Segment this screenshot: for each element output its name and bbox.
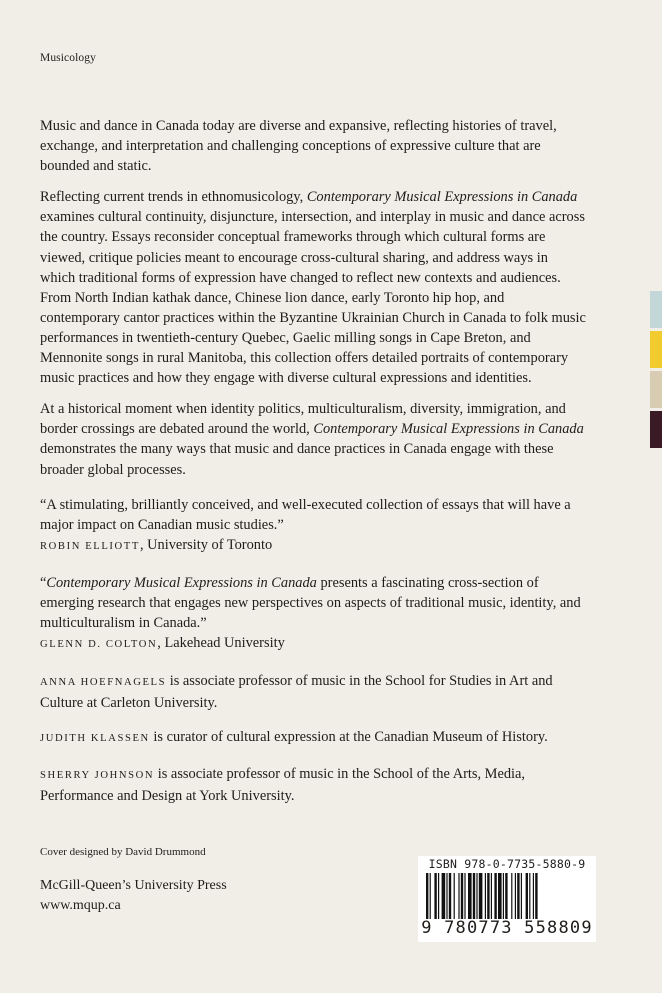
barcode-bar bbox=[494, 873, 496, 919]
barcode-bar bbox=[533, 873, 534, 919]
barcode-bar bbox=[503, 873, 504, 919]
barcode-bar bbox=[464, 873, 465, 919]
reviewer-affiliation: , Lakehead University bbox=[157, 635, 285, 652]
barcode-bar bbox=[521, 873, 522, 919]
barcode-bar bbox=[442, 873, 446, 919]
barcode-bar bbox=[491, 873, 492, 919]
blurb-quote: “A stimulating, brilliantly conceived, and well-executed collection of essays that will have a major impact on Canadian music studies.” bbox=[40, 496, 571, 533]
editor-name: JUDITH KLASSEN bbox=[40, 733, 150, 745]
isbn-barcode bbox=[418, 856, 596, 942]
publisher-name: McGill-Queen’s University Press bbox=[40, 878, 227, 893]
intro-paragraph: Music and dance in Canada today are diverse and expansive, reflecting histories of travel, exchange, and interpretation and challenging conceptions of expressive culture that are bounded and static. bbox=[40, 118, 557, 175]
editor-name: ANNA HOEFNAGELS bbox=[40, 677, 167, 689]
color-tab-beige bbox=[650, 371, 662, 408]
barcode-bar bbox=[487, 873, 489, 919]
barcode-bar bbox=[454, 873, 455, 919]
barcode-bar bbox=[535, 873, 537, 919]
side-color-tabs bbox=[650, 291, 662, 451]
barcode-bar bbox=[446, 873, 447, 919]
barcode-bar bbox=[426, 873, 428, 919]
barcode-bar bbox=[511, 873, 512, 919]
review-blurb bbox=[40, 495, 586, 557]
book-title-reference: Contemporary Musical Expressions in Canada bbox=[313, 421, 584, 438]
barcode-bar bbox=[468, 873, 472, 919]
barcode-bar bbox=[458, 873, 459, 919]
cover-design-credit: Cover designed by David Drummond bbox=[40, 846, 206, 858]
blurb-attribution bbox=[40, 535, 586, 557]
category-label: Musicology bbox=[40, 52, 96, 64]
barcode-bar bbox=[430, 873, 431, 919]
barcode-bar bbox=[529, 873, 530, 919]
reviewer-name: ROBIN ELLIOTT bbox=[40, 540, 140, 552]
publisher-block bbox=[40, 876, 227, 916]
barcode-bar bbox=[434, 873, 436, 919]
barcode-bar bbox=[505, 873, 507, 919]
book-title-reference: Contemporary Musical Expressions in Canada bbox=[306, 189, 578, 206]
barcode-bar bbox=[526, 873, 528, 919]
description-paragraph: Reflecting current trends in ethnomusicology, Contemporary Musical Expressions in Canada examines cultural continuity, disjuncture, intersection, and interplay in music and dance across the country. Essays reconsider conceptual frameworks through which cultural forms are viewed, critique policies meant to encourage cross-cultural sharing, and address ways in which traditional forms of expression have changed to reflect new contexts and audiences. From North Indian kathak dance, Chinese lion dance, early Toronto hip hop, and contemporary cantor practices within the Byzantine Ukrainian Church in Canada to folk music performances in twentieth-century Quebec, Gaelic milling songs in Cape Breton, and Mennonite songs in rural Manitoba, this collection offers detailed portraits of contemporary music practices and how they engage with diverse cultural expressions and identities. bbox=[40, 189, 586, 387]
color-tab-teal bbox=[650, 291, 662, 328]
barcode-bar bbox=[485, 873, 486, 919]
color-tab-yellow bbox=[650, 331, 662, 368]
barcode-bar bbox=[517, 873, 519, 919]
editor-name: SHERRY JOHNSON bbox=[40, 769, 155, 781]
barcode-bar bbox=[473, 873, 475, 919]
barcode-bar bbox=[479, 873, 483, 919]
barcode-bar bbox=[476, 873, 477, 919]
isbn-label: ISBN 978-0-7735-5880-9 bbox=[428, 857, 586, 871]
barcode-bar bbox=[498, 873, 502, 919]
context-paragraph: At a historical moment when identity politics, multiculturalism, diversity, immigration, and border crossings are debated around the world, Contemporary Musical Expressions in Canada demonstrates the many ways that music and dance practices in Canada engage with these broader global processes. bbox=[40, 401, 584, 478]
barcode-bar bbox=[515, 873, 516, 919]
barcode-bar bbox=[449, 873, 451, 919]
barcode-bars bbox=[424, 873, 590, 919]
barcode-bar bbox=[461, 873, 463, 919]
publisher-website: www.mqup.ca bbox=[40, 898, 121, 913]
editor-bio: JUDITH KLASSEN is curator of cultural expression at the Canadian Museum of History. bbox=[40, 729, 548, 746]
blurb-attribution bbox=[40, 633, 586, 655]
barcode-bar bbox=[438, 873, 439, 919]
editor-bio: SHERRY JOHNSON is associate professor of music in the School of the Arts, Media, Performance and Design at York University. bbox=[40, 765, 526, 804]
isbn-digits: 9 780773 558809 bbox=[421, 918, 593, 938]
book-title-reference: Contemporary Musical Expressions in Canada bbox=[46, 574, 317, 591]
color-tab-plum bbox=[650, 411, 662, 448]
reviewer-affiliation: , University of Toronto bbox=[139, 536, 273, 553]
cover-copy bbox=[40, 116, 586, 820]
review-blurb: “Contemporary Musical Expressions in Canada presents a fascinating cross-section of emerging research that engages new perspectives on aspects of traditional music, identity, and multiculturalism in Canada.” GLENN D. COLTON, Lakehead University bbox=[40, 573, 586, 655]
reviewer-name: GLENN D. COLTON bbox=[40, 639, 158, 651]
editor-bio: ANNA HOEFNAGELS is associate professor of music in the School for Studies in Art and Culture at Carleton University. bbox=[40, 673, 553, 712]
blurb-quote: presents a fascinating cross-section of emerging research that engages new perspectives on aspects of traditional music, identity, and multiculturalism in Canada.” bbox=[40, 574, 581, 632]
